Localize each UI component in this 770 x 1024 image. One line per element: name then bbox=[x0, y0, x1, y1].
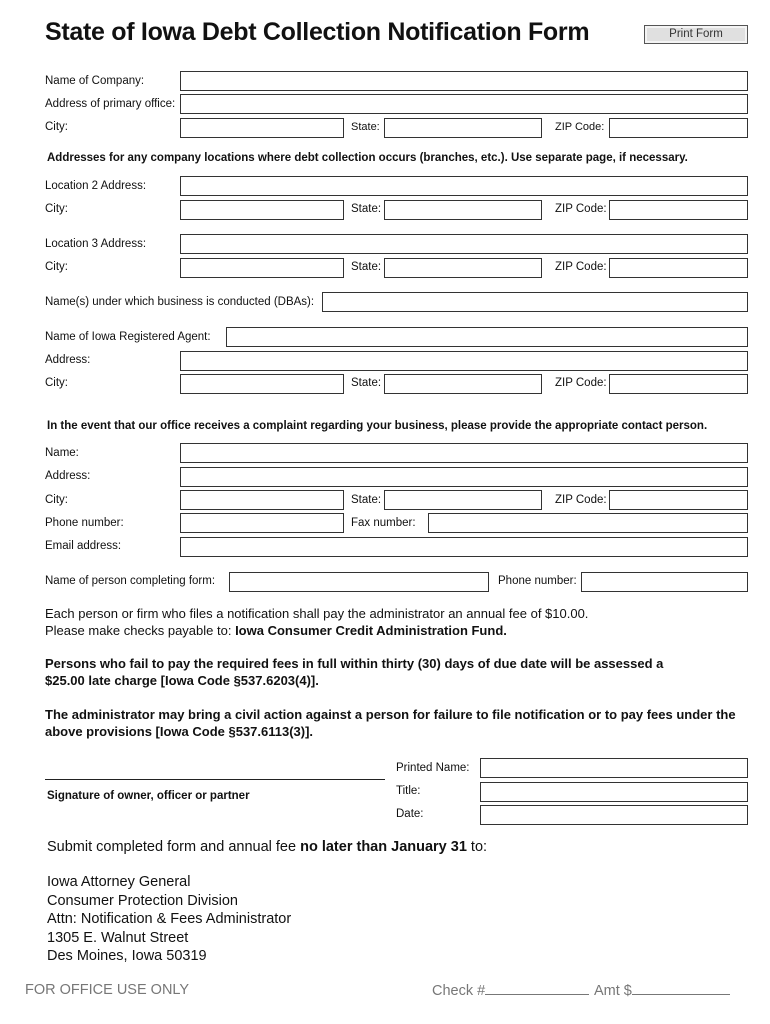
signature-line[interactable] bbox=[45, 779, 385, 780]
mailing-address bbox=[47, 873, 291, 966]
check-label: Check # bbox=[432, 983, 486, 999]
agent-state-input[interactable] bbox=[384, 374, 542, 394]
contact-name-label: Name: bbox=[45, 447, 79, 459]
contact-fax-label: Fax number: bbox=[351, 517, 416, 529]
agent-state-label: State: bbox=[351, 377, 382, 389]
contact-zip-label: ZIP Code: bbox=[555, 494, 607, 506]
title-label: Title: bbox=[396, 785, 421, 797]
location3-address-input[interactable] bbox=[180, 234, 748, 254]
address-line: Des Moines, Iowa 50319 bbox=[47, 948, 207, 964]
agent-address-input[interactable] bbox=[180, 351, 748, 371]
office-use-label: FOR OFFICE USE ONLY bbox=[25, 982, 190, 998]
contact-email-input[interactable] bbox=[180, 537, 748, 557]
company-city-label: City: bbox=[45, 121, 68, 133]
agent-city-label: City: bbox=[45, 377, 68, 389]
check-blank bbox=[485, 982, 589, 995]
company-city-input[interactable] bbox=[180, 118, 344, 138]
contact-address-label: Address: bbox=[45, 470, 91, 482]
primary-office-address-label: Address of primary office: bbox=[45, 98, 176, 110]
company-state-input[interactable] bbox=[384, 118, 542, 138]
completer-name-input[interactable] bbox=[229, 572, 489, 592]
print-form-button[interactable]: Print Form bbox=[644, 25, 748, 44]
location3-zip-label: ZIP Code: bbox=[555, 261, 607, 273]
location3-city-label: City: bbox=[45, 261, 68, 273]
dba-label: Name(s) under which business is conducted (DBAs): bbox=[45, 296, 315, 308]
agent-zip-label: ZIP Code: bbox=[555, 377, 607, 389]
location3-state-label: State: bbox=[351, 261, 382, 273]
contact-state-input[interactable] bbox=[384, 490, 542, 510]
contact-city-label: City: bbox=[45, 494, 68, 506]
contact-name-input[interactable] bbox=[180, 443, 748, 463]
submit-deadline: no later than January 31 bbox=[300, 839, 467, 855]
date-input[interactable] bbox=[480, 805, 748, 825]
submit-instruction bbox=[47, 838, 487, 857]
agent-zip-input[interactable] bbox=[609, 374, 748, 394]
contact-email-label: Email address: bbox=[45, 540, 122, 552]
payable-to-fund: Iowa Consumer Credit Administration Fund. bbox=[235, 623, 507, 638]
location2-address-label: Location 2 Address: bbox=[45, 180, 147, 192]
contact-city-input[interactable] bbox=[180, 490, 344, 510]
civil-action-line2: above provisions [Iowa Code §537.6113(3)]. bbox=[45, 724, 314, 739]
location2-zip-input[interactable] bbox=[609, 200, 748, 220]
address-line: Iowa Attorney General bbox=[47, 874, 191, 890]
location2-city-label: City: bbox=[45, 203, 68, 215]
contact-phone-input[interactable] bbox=[180, 513, 344, 533]
agent-city-input[interactable] bbox=[180, 374, 344, 394]
fee-text: Each person or firm who files a notification shall pay the administrator an annual fee of $10.00. bbox=[45, 606, 589, 621]
completer-phone-input[interactable] bbox=[581, 572, 748, 592]
submit-suffix: to: bbox=[466, 839, 488, 855]
completer-name-label: Name of person completing form: bbox=[45, 575, 216, 587]
civil-action-line1: The administrator may bring a civil action against a person for failure to file notification or to pay fees under the bbox=[45, 707, 736, 722]
registered-agent-input[interactable] bbox=[226, 327, 748, 347]
location3-city-input[interactable] bbox=[180, 258, 344, 278]
company-zip-label: ZIP Code: bbox=[555, 121, 605, 133]
dba-input[interactable] bbox=[322, 292, 748, 312]
completer-phone-label: Phone number: bbox=[498, 575, 577, 587]
contact-zip-input[interactable] bbox=[609, 490, 748, 510]
primary-office-address-input[interactable] bbox=[180, 94, 748, 114]
late-fee-line1: Persons who fail to pay the required fees in full within thirty (30) days of due date will be assessed a bbox=[45, 656, 664, 671]
location3-state-input[interactable] bbox=[384, 258, 542, 278]
amount-label: Amt $ bbox=[594, 983, 632, 999]
company-state-label: State: bbox=[351, 121, 380, 133]
address-line: Attn: Notification & Fees Administrator bbox=[47, 911, 292, 927]
company-name-input[interactable] bbox=[180, 71, 748, 91]
address-line: Consumer Protection Division bbox=[47, 892, 238, 909]
location2-zip-label: ZIP Code: bbox=[555, 203, 607, 215]
location2-address-input[interactable] bbox=[180, 176, 748, 196]
location2-city-input[interactable] bbox=[180, 200, 344, 220]
contact-note: In the event that our office receives a complaint regarding your business, please provide the appropriate contact person. bbox=[47, 420, 708, 432]
amount-blank bbox=[632, 982, 730, 995]
location3-zip-input[interactable] bbox=[609, 258, 748, 278]
location3-address-label: Location 3 Address: bbox=[45, 238, 147, 250]
late-fee-line2: $25.00 late charge [Iowa Code §537.6203(4)]. bbox=[45, 673, 319, 688]
submit-prefix: Submit completed form and annual fee bbox=[47, 839, 301, 855]
contact-address-input[interactable] bbox=[180, 467, 748, 487]
amount-field bbox=[594, 982, 730, 999]
printed-name-input[interactable] bbox=[480, 758, 748, 778]
agent-address-label: Address: bbox=[45, 354, 91, 366]
date-label: Date: bbox=[396, 808, 424, 820]
registered-agent-label: Name of Iowa Registered Agent: bbox=[45, 331, 211, 343]
contact-phone-label: Phone number: bbox=[45, 517, 124, 529]
form-title: State of Iowa Debt Collection Notification Form bbox=[45, 18, 590, 46]
payable-to-prefix: Please make checks payable to: bbox=[45, 623, 236, 638]
location2-state-label: State: bbox=[351, 203, 382, 215]
check-number-field bbox=[432, 982, 589, 999]
title-input[interactable] bbox=[480, 782, 748, 802]
location2-state-input[interactable] bbox=[384, 200, 542, 220]
payable-to-text bbox=[45, 622, 507, 639]
contact-state-label: State: bbox=[351, 494, 382, 506]
address-line: 1305 E. Walnut Street bbox=[47, 929, 189, 946]
company-name-label: Name of Company: bbox=[45, 75, 145, 87]
printed-name-label: Printed Name: bbox=[396, 762, 470, 774]
contact-fax-input[interactable] bbox=[428, 513, 748, 533]
signature-caption: Signature of owner, officer or partner bbox=[47, 790, 250, 802]
locations-note: Addresses for any company locations where debt collection occurs (branches, etc.). Use separate page, if necessary. bbox=[47, 152, 688, 164]
company-zip-input[interactable] bbox=[609, 118, 748, 138]
